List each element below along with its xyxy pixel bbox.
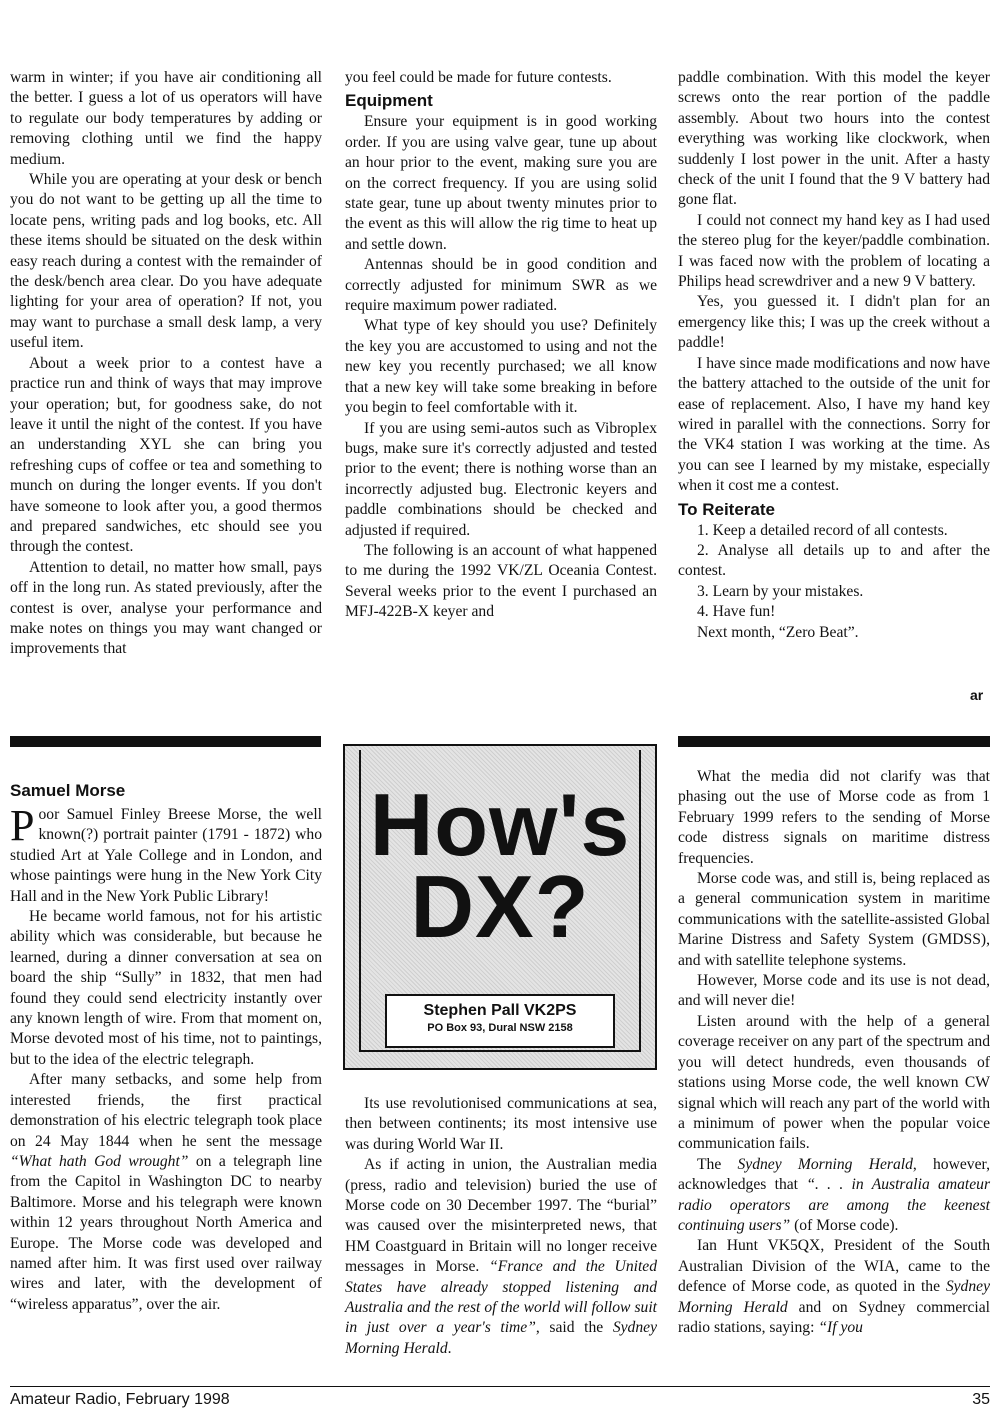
banner-frame — [359, 750, 641, 1052]
column-1-bottom — [10, 778, 322, 1315]
text: , however, acknowledges that — [678, 1155, 990, 1194]
paragraph: What the media did not clarify was that phasing out the use of Morse code as from 1 February 1999 refers to the sending of Morse code distress signals on maritime distress frequencies. — [678, 768, 990, 867]
divider-rule-right — [678, 736, 990, 747]
footer-rule — [10, 1386, 990, 1387]
paragraph: I could not connect my hand key as I had used the stereo plug for the keyer/paddle combination. I was faced now with the problem of locating a Philips head screwdriver and a new 9 V battery. — [678, 211, 990, 291]
paragraph: About a week prior to a contest have a practice run and think of ways that may improve your operation; but, for goodness sake, do not leave it until the night of the contest. If you have an understanding XYL she can bring you refreshing cups of coffee or tea and something to munch on during the longer events. If you don't have someone to look after you, a good thermos and prepared sandwiches, etc should see you through the contest. — [10, 354, 322, 556]
text: The — [697, 1155, 738, 1173]
paragraph-text: oor Samuel Finley Breese Morse, the well known(?) portrait painter (1791 - 1872) who studied Art at Yale College and in London, and whose paintings were hung in the New York City Hall and in the New York Public Library! — [10, 806, 322, 905]
quote: “. . . in Australia amateur radio operators are among the keenest continuing users” — [678, 1176, 991, 1234]
column-1-top — [10, 68, 322, 660]
paragraph: Antennas should be in good condition and correctly adjusted for minimum SWR as we require maximum power radiated. — [345, 256, 657, 315]
publication-name: Sydney Morning Herald — [345, 1319, 657, 1357]
paragraph: you feel could be made for future contests. — [345, 69, 612, 86]
quote: “What hath God wrought” — [10, 1152, 189, 1170]
text: . — [447, 1339, 452, 1357]
end-mark: ar — [970, 687, 984, 703]
column-2-bottom — [345, 1094, 657, 1359]
text: Ian Hunt VK5QX, President of the South Australian Division of the WIA, came to the defence of Morse code, as quoted in the — [678, 1237, 990, 1296]
list-item: 3. Learn by your mistakes. — [697, 582, 864, 600]
paragraph — [678, 1155, 990, 1237]
text: After many setbacks, and some help from interested friends, the first practical demonstration of his electric telegraph took place on 24 May 1844 when he sent the message — [10, 1071, 322, 1150]
text: and on Sydney commercial radio stations, saying: — [678, 1298, 991, 1336]
paragraph: Listen around with the help of a general coverage receiver on any part of the spectrum and you will detect hundreds, even thousands of stations using Morse code, the well known CW signal which will reach any part of the world with a minimum of power when the popular voice communication fails. — [678, 1012, 990, 1153]
paragraph: warm in winter; if you have air conditioning all the better. I guess a lot of us operators will have to regulate our body temperatures by adding or removing clothing until we find the happy medium. — [10, 69, 322, 168]
paragraph: Morse code was, and still is, being replaced as a general communication system in maritime communications with the satellite-assisted Global Marine Distress and Safety System (GMDSS), and with satellite telephone systems. — [678, 870, 990, 969]
paragraph: He became world famous, not for his artistic ability which was considerable, but because he learned, during a dinner conversation at sea on board the ship “Sully” in 1832, that men had found they could send electricity instantly over any known length of wire. From that moment on, Morse devoted most of his time, not to paintings, but to the idea of the electric telegraph. — [10, 908, 322, 1068]
paragraph: The following is an account of what happened to me during the 1992 VK/ZL Oceania Contest. Several weeks prior to the event I purchased an MFJ-422B-X keyer and — [345, 541, 657, 621]
paragraph: Yes, you guessed it. I didn't plan for an emergency like this; I was up the creek without a paddle! — [678, 293, 990, 352]
column-3-bottom — [678, 767, 990, 1338]
list-item: 2. Analyse all details up to and after the contest. — [678, 541, 990, 580]
text: (of Morse code). — [790, 1216, 899, 1234]
list-item: 4. Have fun! — [697, 603, 776, 621]
text: , said the — [535, 1319, 613, 1337]
quote: “If you — [818, 1318, 863, 1336]
banner-title-line-1: How's — [369, 775, 631, 874]
paragraph: While you are operating at your desk or bench you do not want to be getting up all the time to locate pens, writing pads and log books, etc. All these items should be situated on the desk within easy reach during a contest with the remainder of the desk/bench area clear. Do you have adequate lighting for your area of operation? If not, you may want to purchase a small desk lamp, a very useful item. — [10, 171, 322, 352]
hows-dx-column-banner — [343, 744, 657, 1070]
paragraph — [345, 1155, 657, 1359]
page-number: 35 — [972, 1391, 990, 1408]
list-item: Next month, “Zero Beat”. — [697, 623, 859, 641]
paragraph — [678, 1236, 990, 1338]
list-item: 1. Keep a detailed record of all contests. — [697, 521, 948, 539]
paragraph: paddle combination. With this model the keyer screws onto the rear portion of the paddle assembly. About two hours into the contest everything was working like clockwork, when suddenly I lost power in the unit. After a hasty check of the unit I found that the 9 V battery had gone flat. — [678, 69, 990, 209]
publication-name: Sydney Morning Herald — [737, 1155, 913, 1173]
section-heading-samuel-morse: Samuel Morse — [10, 781, 126, 800]
drop-cap: P — [10, 801, 35, 850]
column-2-top — [345, 68, 657, 623]
paragraph: I have since made modifications and now have the battery attached to the outside of the unit for ease of replacement. Also, I have my hand key wired in parallel with the connections. Sorry for the VK4 station I was working at the time. As you can see I learned by my mistake, especially when it cost me a contest. — [678, 354, 990, 495]
paragraph: However, Morse code and its use is not dead, and will never die! — [678, 972, 990, 1010]
footer-publication: Amateur Radio, February 1998 — [10, 1391, 230, 1408]
author-name: Stephen Pall VK2PS — [423, 1002, 577, 1019]
quote: “France and the United States have already stopped listening and Australia and the rest of the world will follow suit in just over a year's time” — [345, 1258, 657, 1337]
author-box — [385, 994, 615, 1048]
paragraph: Ensure your equipment is in good working order. If you are using valve gear, tune up about an hour prior to the event, making sure you are on the correct frequency. If you are using solid state gear, tune up about twenty minutes prior to the event as this will allow the rig time to heat up and settle down. — [345, 113, 657, 253]
paragraph: If you are using semi-autos such as Vibroplex bugs, make sure it's correctly adjusted and tested prior to the event; there is nothing worse than an incorrectly adjusted bug. Electronic keyers and paddle combinations should be checked and adjusted if required. — [345, 419, 657, 539]
paragraph: Its use revolutionised communications at sea, then between continents; its most intensive use was during World War II. — [345, 1095, 657, 1153]
section-heading-equipment: Equipment — [345, 91, 433, 111]
section-heading-to-reiterate: To Reiterate — [678, 499, 775, 519]
paragraph: Attention to detail, no matter how small, pays off in the long run. As stated previously, after the contest is over, analyse your performance and make notes on things you may want changed or improvements that — [10, 558, 322, 658]
text: on a telegraph line from the Capitol in Washington DC to nearby Baltimore. Morse and his telegraph were known within 12 years throughout North America and Europe. The Morse code was developed and named after him. It was first used over railway wires and later, with the development of “wireless apparatus”, over the air. — [10, 1152, 322, 1313]
publication-name: Sydney Morning Herald — [678, 1278, 990, 1316]
paragraph: What type of key should you use? Definitely the key you are accustomed to using and not the new key you recently purchased; we all know that a new key will take some breaking in before you begin to feel comfortable with it. — [345, 317, 657, 417]
banner-title-line-2: DX? — [410, 857, 590, 956]
paragraph — [10, 801, 322, 907]
column-3-top — [678, 68, 990, 643]
text: As if acting in union, the Australian media (press, radio and television) buried the use of Morse code on 30 December 1997. The “burial” was caused over the misinterpreted news, that HM Coastguard in Britain will no longer receive messages in Morse. — [345, 1156, 657, 1276]
author-address: PO Box 93, Dural NSW 2158 — [427, 1022, 573, 1034]
paragraph — [10, 1070, 322, 1315]
divider-rule-left — [10, 736, 321, 747]
